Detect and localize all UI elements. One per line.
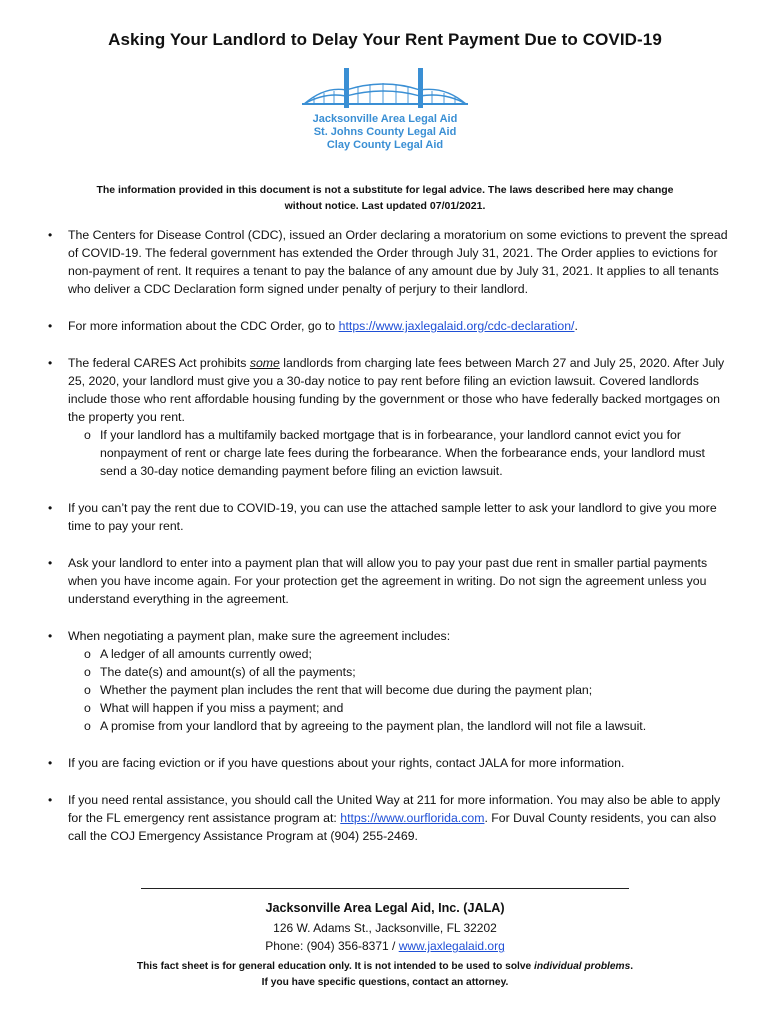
- footer-divider: [141, 888, 629, 889]
- disclaimer-line-1: The information provided in this document is not a substitute for legal advice. The laws described here may change: [96, 184, 674, 196]
- bullet-icon: •: [48, 629, 53, 643]
- logo-line-clay: Clay County Legal Aid: [326, 139, 444, 151]
- fine-print-line-2: If you have specific questions, contact an attorney.: [261, 977, 509, 988]
- sub-list: [68, 645, 728, 735]
- sub-item-text: Whether the payment plan includes the rent that will become due during the payment plan;: [100, 683, 593, 697]
- footer-contact: [0, 937, 770, 955]
- sub-bullet-icon: o: [84, 701, 91, 715]
- bullet-text: For more information about the CDC Order, go to: [68, 319, 339, 333]
- bullet-text: The federal CARES Act prohibits: [68, 356, 250, 370]
- bridge-icon: [300, 64, 470, 112]
- fine-print-emphasis: individual problems: [534, 961, 631, 972]
- bullet-more-info: [48, 317, 728, 335]
- disclaimer: [70, 182, 700, 214]
- jala-logo: [300, 64, 470, 154]
- footer: [0, 888, 770, 991]
- ourflorida-link[interactable]: https://www.ourflorida.com: [340, 811, 485, 825]
- sub-bullet-icon: o: [84, 647, 91, 661]
- sub-bullet-icon: o: [84, 428, 91, 442]
- cdc-declaration-link[interactable]: https://www.jaxlegalaid.org/cdc-declaration/: [338, 319, 575, 333]
- website-link[interactable]: www.jaxlegalaid.org: [398, 939, 505, 953]
- bullet-list: [48, 226, 728, 864]
- sub-bullet-icon: o: [84, 719, 91, 733]
- emphasis-some: some: [249, 356, 280, 370]
- bullet-icon: •: [48, 228, 53, 242]
- sub-bullet-icon: o: [84, 683, 91, 697]
- fine-print-end: .: [630, 961, 634, 972]
- fine-print-line-1: [0, 959, 770, 975]
- sub-item-text: The date(s) and amount(s) of all the payments;: [100, 665, 356, 679]
- sub-item-text: If your landlord has a multifamily backed mortgage that is in forbearance, your landlord cannot evict you for nonpayment of rent or charge late fees during the forbearance. When the forbearance ends, your landlord must send a 30-day notice demanding payment before filing an eviction lawsuit.: [100, 428, 705, 478]
- bullet-text-cont: landlords from charging late fees between March 27 and July 25, 2020. After July 25, 2020, your landlord must give you a 30-day notice to pay rent before filing an eviction lawsuit. Covered landlords include those who rent affordable housing funding by the government or those who have federally backed mortgages on the property you rent.: [68, 356, 725, 424]
- bullet-contact-jala: [48, 754, 728, 772]
- sub-item: [68, 717, 728, 735]
- sub-item-text: A ledger of all amounts currently owed;: [100, 647, 312, 661]
- sub-item: [68, 663, 728, 681]
- footer-fine-print: [0, 959, 770, 991]
- bullet-text: The Centers for Disease Control (CDC), issued an Order declaring a moratorium on some evictions to prevent the spread of COVID-19. The federal government has extended the Order through July 31, 2021. The Order applies to evictions for non-payment of rent. It requires a tenant to pay the balance of any amount due by July 31, 2021. It applies to all tenants who deliver a CDC Declaration form signed under penalty of perjury to their landlord.: [68, 228, 728, 296]
- bullet-text: If you can’t pay the rent due to COVID-19, you can use the attached sample letter to ask your landlord to give you more time to pay your rent.: [68, 501, 717, 533]
- sub-list: [68, 426, 728, 480]
- bullet-cdc-order: [48, 226, 728, 298]
- bullet-cares-act: [48, 354, 728, 480]
- bullet-text: If you are facing eviction or if you have questions about your rights, contact JALA for more information.: [68, 756, 625, 770]
- footer-phone: Phone: (904) 356-8371 /: [265, 939, 399, 953]
- sub-bullet-icon: o: [84, 665, 91, 679]
- bullet-icon: •: [48, 556, 53, 570]
- page-title: Asking Your Landlord to Delay Your Rent Payment Due to COVID-19: [108, 30, 662, 49]
- bullet-text: Ask your landlord to enter into a payment plan that will allow you to pay your past due rent in smaller partial payments when you have income again. For your protection get the agreement in writing. Do not sign the agreement unless you understand everything in the agreement.: [68, 556, 708, 606]
- bullet-negotiating: [48, 627, 728, 735]
- sub-item: [68, 681, 728, 699]
- bullet-text: When negotiating a payment plan, make sure the agreement includes:: [68, 629, 451, 643]
- logo-line-st-johns: St. Johns County Legal Aid: [313, 126, 457, 138]
- footer-address: 126 W. Adams St., Jacksonville, FL 32202: [273, 921, 497, 935]
- bullet-text-end: . For Duval County residents, you can also call the COJ Emergency Assistance Program at (904) 255-2469.: [68, 811, 717, 843]
- bullet-icon: •: [48, 793, 53, 807]
- sub-item-text: What will happen if you miss a payment; and: [100, 701, 344, 715]
- bullet-icon: •: [48, 756, 53, 770]
- bullet-rental-assistance: [48, 791, 728, 845]
- logo-line-jala: Jacksonville Area Legal Aid: [312, 113, 458, 125]
- bullet-icon: •: [48, 501, 53, 515]
- footer-org-name: Jacksonville Area Legal Aid, Inc. (JALA): [265, 901, 505, 915]
- bullet-payment-plan: [48, 554, 728, 608]
- bullet-text: If you need rental assistance, you should call the United Way at 211 for more information. You may also be able to apply for the FL emergency rent assistance program at:: [68, 793, 721, 825]
- bullet-icon: •: [48, 356, 53, 370]
- sub-item: [68, 645, 728, 663]
- sub-item-text: A promise from your landlord that by agreeing to the payment plan, the landlord will not file a lawsuit.: [100, 719, 647, 733]
- sub-item: [68, 699, 728, 717]
- sub-item: [68, 426, 728, 480]
- fine-print-text: This fact sheet is for general education only. It is not intended to be used to solve: [136, 961, 535, 972]
- bullet-text-end: .: [574, 319, 578, 333]
- disclaimer-line-2: without notice. Last updated 07/01/2021.: [284, 200, 486, 212]
- bullet-sample-letter: [48, 499, 728, 535]
- bullet-icon: •: [48, 319, 53, 333]
